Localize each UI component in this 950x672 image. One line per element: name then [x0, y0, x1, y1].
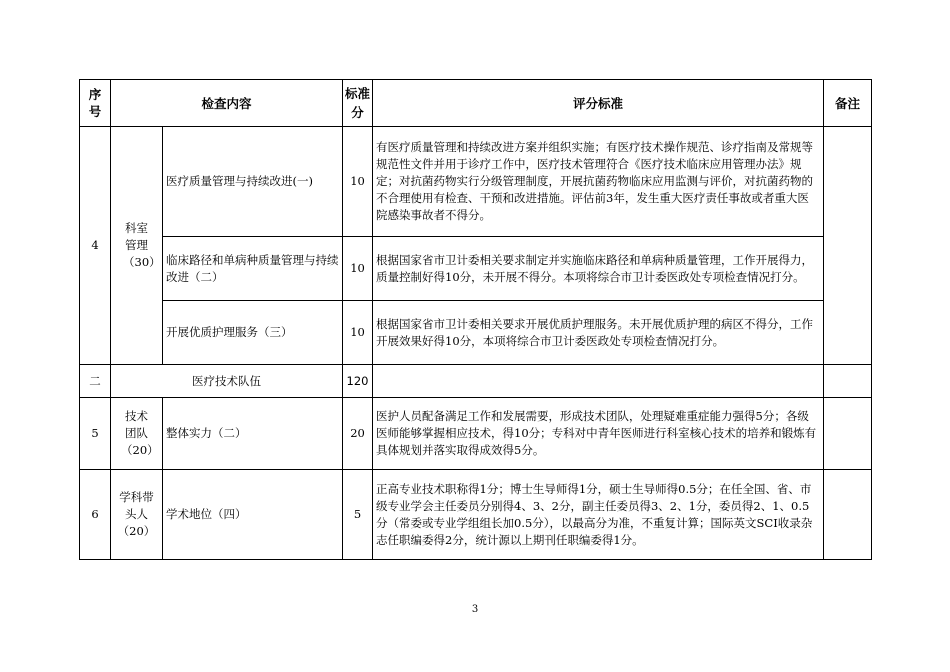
item-name: 临床路径和单病种质量管理与持续改进（二） — [163, 237, 343, 301]
section-remark — [824, 365, 872, 398]
section-score: 120 — [343, 365, 373, 398]
category-cell: 技术团队（20） — [111, 398, 163, 470]
item-name: 整体实力（二） — [163, 398, 343, 470]
table-row — [80, 398, 872, 470]
header-score: 标准分 — [343, 80, 373, 127]
table-header-row — [80, 80, 872, 127]
section-row — [80, 365, 872, 398]
section-name: 医疗技术队伍 — [111, 365, 343, 398]
header-no: 序号 — [80, 80, 111, 127]
item-score: 10 — [343, 127, 373, 237]
item-criteria: 医护人员配备满足工作和发展需要，形成技术团队，处理疑难重症能力强得5分；各级医师能够掌握相应技术，得10分；专科对中青年医师进行科室核心技术的培养和锻炼有具体规划并落实取得成效得5分。 — [373, 398, 824, 470]
row-number: 4 — [80, 127, 111, 365]
item-score: 10 — [343, 301, 373, 365]
row-number: 5 — [80, 398, 111, 470]
section-criteria — [373, 365, 824, 398]
header-content: 检查内容 — [111, 80, 343, 127]
remark-cell — [824, 127, 872, 365]
section-number: 二 — [80, 365, 111, 398]
item-score: 10 — [343, 237, 373, 301]
inspection-table — [79, 79, 872, 560]
item-criteria: 正高专业技术职称得1分；博士生导师得1分，硕士生导师得0.5分；在任全国、省、市级专业学会主任委员分别得4、3、2分，副主任委员得3、2、1分，委员得2、1、0.5分（常委或专业学组组长加0.5分），以最高分为准，不重复计算；国际英文SCI收录杂志任职编委得2分，统计源以上期刊任职编委得1分。 — [373, 470, 824, 560]
page-number: 3 — [471, 604, 479, 615]
table-row — [80, 301, 872, 365]
item-criteria: 根据国家省市卫计委相关要求开展优质护理服务。未开展优质护理的病区不得分，工作开展效果好得10分，本项将综合市卫计委医政处专项检查情况打分。 — [373, 301, 824, 365]
item-name: 医疗质量管理与持续改进(一) — [163, 127, 343, 237]
category-cell: 学科带头人（20） — [111, 470, 163, 560]
item-score: 20 — [343, 398, 373, 470]
header-remark: 备注 — [824, 80, 872, 127]
header-criteria: 评分标准 — [373, 80, 824, 127]
table-row — [80, 127, 872, 237]
item-name: 学术地位（四） — [163, 470, 343, 560]
item-criteria: 有医疗质量管理和持续改进方案并组织实施；有医疗技术操作规范、诊疗指南及常规等规范性文件并用于诊疗工作中，医疗技术管理符合《医疗技术临床应用管理办法》规定；对抗菌药物实行分级管理制度，开展抗菌药物临床应用监测与评价，对抗菌药物的不合理使用有检查、干预和改进措施。评估前3年，发生重大医疗责任事故或者重大医院感染事故者不得分。 — [373, 127, 824, 237]
remark-cell — [824, 398, 872, 470]
remark-cell — [824, 470, 872, 560]
item-criteria: 根据国家省市卫计委相关要求制定并实施临床路径和单病种质量管理，工作开展得力，质量控制好得10分，未开展不得分。本项将综合市卫计委医政处专项检查情况打分。 — [373, 237, 824, 301]
item-name: 开展优质护理服务（三） — [163, 301, 343, 365]
row-number: 6 — [80, 470, 111, 560]
category-cell: 科室管理（30） — [111, 127, 163, 365]
item-score: 5 — [343, 470, 373, 560]
table-row — [80, 237, 872, 301]
table-row — [80, 470, 872, 560]
